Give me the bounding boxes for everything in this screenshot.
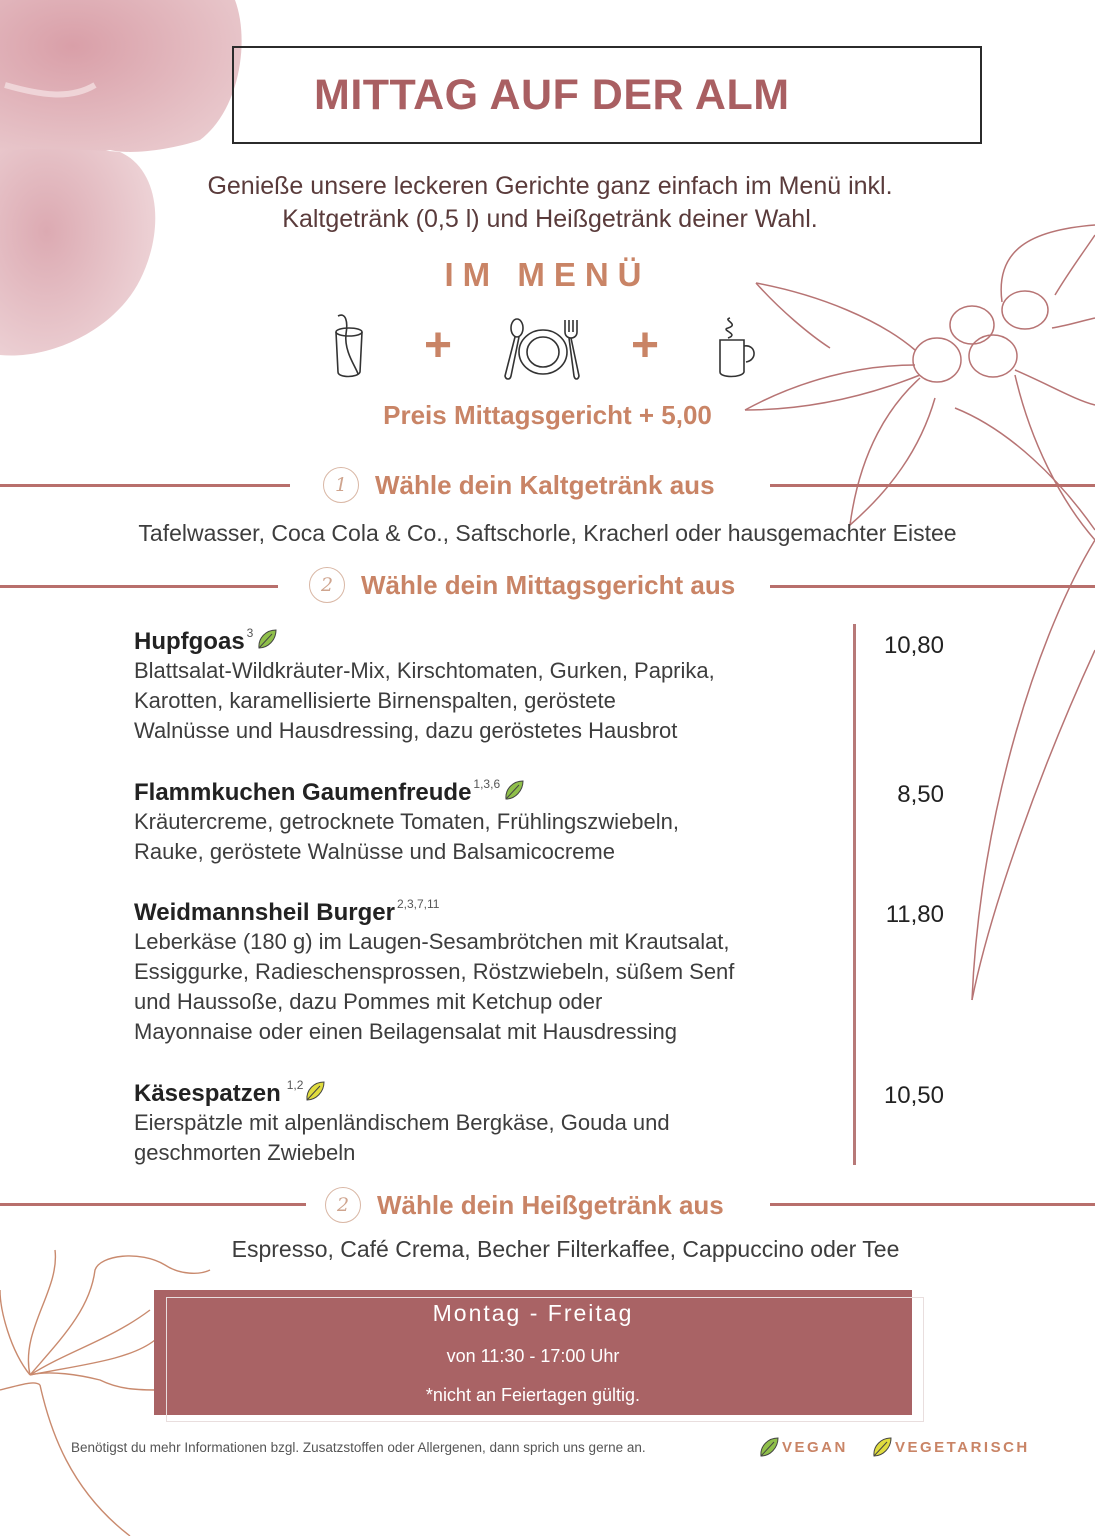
step-number-badge: 2 (309, 567, 345, 603)
steaming-mug-icon (716, 316, 760, 380)
plate-cutlery-icon (503, 318, 583, 380)
allergen-codes: 2,3,7,11 (396, 897, 440, 911)
dish-description-line: und Haussoße, dazu Pommes mit Ketchup oder (134, 989, 603, 1014)
section-divider-left (0, 484, 290, 487)
dish-item (134, 628, 834, 746)
dish-description-line: Mayonnaise oder einen Beilagensalat mit Hausdressing (134, 1019, 677, 1044)
dish-item (134, 1080, 834, 1168)
section-divider-right (770, 585, 1095, 588)
dish-description-line: Rauke, geröstete Walnüsse und Balsamicocreme (134, 839, 615, 864)
intro-line-1: Genieße unsere leckeren Gerichte ganz einfach im Menü inkl. (207, 172, 893, 200)
section-title: Wähle dein Heißgetränk aus (377, 1189, 724, 1220)
vegetarian-leaf-icon (871, 1436, 893, 1458)
cold-drink-options: Tafelwasser, Coca Cola & Co., Saftschorle, Kracherl oder hausgemachter Eistee (138, 520, 957, 546)
dish-description-line: Karotten, karamellisierte Birnenspalten, geröstete (134, 688, 616, 713)
legend-vegan (758, 1436, 848, 1458)
legend-vegetarian (871, 1436, 1030, 1458)
dish-price: 10,80 (883, 632, 944, 659)
section-divider-right (770, 1203, 1095, 1206)
dish-price: 11,80 (885, 901, 944, 928)
dish-name: Käsespatzen (134, 1080, 281, 1107)
hot-drink-options: Espresso, Café Crema, Becher Filterkaffee, Cappuccino oder Tee (231, 1236, 900, 1262)
plus-sign-1: + (424, 319, 453, 372)
dish-description-line: Walnüsse und Hausdressing, dazu geröstetes Hausbrot (134, 718, 678, 743)
dish-description-line: Eierspätzle mit alpenländischem Bergkäse, Gouda und (134, 1110, 670, 1135)
title-box (232, 46, 982, 144)
step-number-badge: 1 (323, 467, 359, 503)
section-hot-drink-heading (325, 1187, 724, 1223)
section-title: Wähle dein Mittagsgericht aus (361, 569, 736, 600)
section-lunch-heading (309, 567, 735, 603)
glass-with-straw-icon (332, 312, 368, 380)
hours-time: von 11:30 - 17:00 Uhr (446, 1346, 620, 1366)
dish-price: 8,50 (897, 781, 944, 808)
dish-description-line: Kräutercreme, getrocknete Tomaten, Frühlingszwiebeln, (134, 809, 679, 834)
dish-price: 10,50 (883, 1082, 944, 1109)
dish-description-line: Leberkäse (180 g) im Laugen-Sesambrötchen mit Krautsalat, (134, 929, 730, 954)
page-title: MITTAG AUF DER ALM (314, 70, 790, 119)
section-cold-drink-heading (323, 467, 715, 503)
price-column-divider (853, 624, 856, 1165)
allergen-codes: 3 (246, 626, 254, 640)
dish-name: Weidmannsheil Burger (134, 899, 395, 926)
dish-name: Hupfgoas (134, 628, 245, 655)
section-divider-left (0, 1203, 306, 1206)
allergen-codes: 1,3,6 (473, 777, 501, 791)
section-divider-left (0, 585, 278, 588)
intro-line-2: Kaltgetränk (0,5 l) und Heißgetränk deiner Wahl. (282, 205, 818, 233)
hours-note: *nicht an Feiertagen gültig. (425, 1385, 641, 1405)
section-title: Wähle dein Kaltgetränk aus (375, 469, 715, 500)
step-number-badge: 2 (325, 1187, 361, 1223)
dish-name: Flammkuchen Gaumenfreude (134, 779, 472, 806)
legend-vegan-label: VEGAN (782, 1438, 848, 1456)
plus-sign-2: + (631, 319, 660, 372)
dish-description-line: Blattsalat-Wildkräuter-Mix, Kirschtomaten, Gurken, Paprika, (134, 658, 715, 683)
dish-item (134, 899, 834, 1047)
legend-vegetarian-label: VEGETARISCH (895, 1438, 1030, 1456)
dish-description-line: Essiggurke, Radieschensprossen, Röstzwiebeln, süßem Senf (134, 959, 735, 984)
dish-item (134, 779, 834, 867)
section-divider-right (770, 484, 1095, 487)
vegan-leaf-icon (503, 779, 525, 801)
combo-price: Preis Mittagsgericht + 5,00 (383, 400, 712, 430)
allergen-info-note: Benötigst du mehr Informationen bzgl. Zusatzstoffen oder Allergenen, dann sprich uns gerne an. (71, 1440, 646, 1455)
hours-days: Montag - Freitag (432, 1300, 634, 1326)
dish-description-line: geschmorten Zwiebeln (134, 1140, 356, 1165)
menu-heading: IM MENÜ (444, 256, 651, 293)
intro-text (100, 170, 1000, 236)
vegetarian-leaf-icon (304, 1080, 326, 1102)
vegan-leaf-icon (256, 628, 278, 650)
allergen-codes: 1,2 (286, 1078, 304, 1092)
vegan-leaf-icon (758, 1436, 780, 1458)
